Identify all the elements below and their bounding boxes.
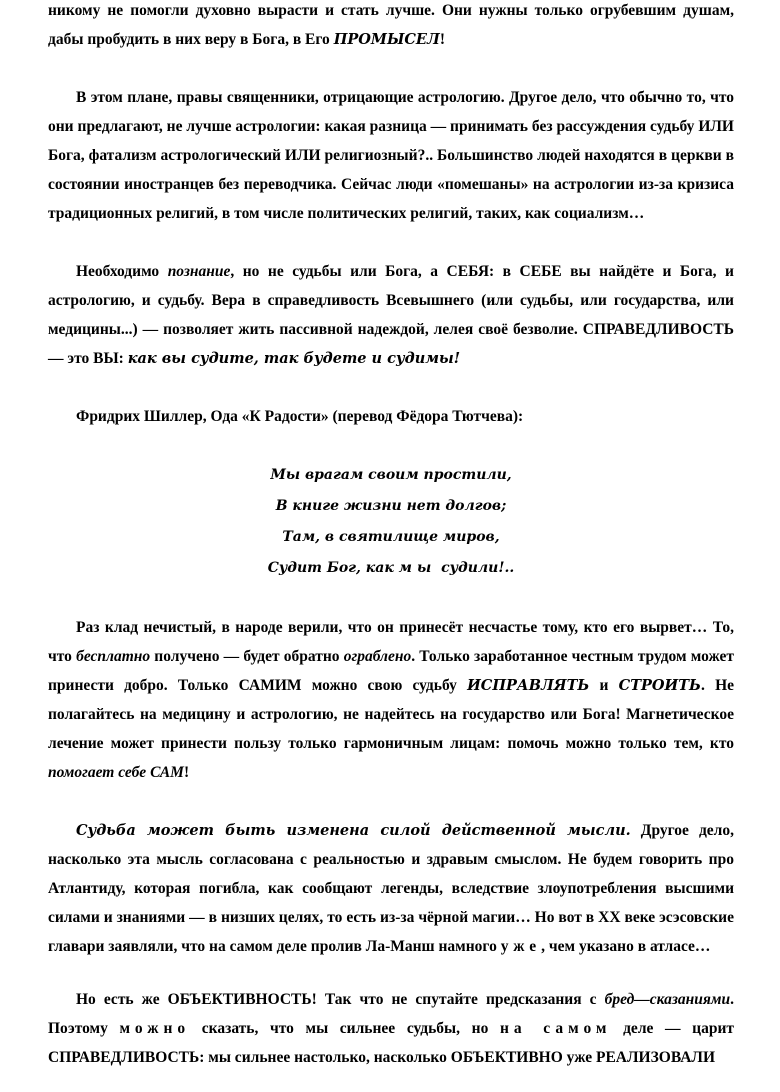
schiller-heading: Фридрих Шиллер, Ода «К Радости» (перевод Фёдора Тютчева): — [76, 408, 524, 425]
knowledge-text-1: Необходимо — [76, 263, 168, 280]
document-page — [48, 0, 734, 1072]
poem-line-1: Мы врагам своим простили, — [270, 467, 512, 483]
paragraph-intro — [48, 0, 734, 54]
intro-text: никому не помогли духовно вырасти и стать лучше. Они нужны только огрубевшим душам, дабы пробудить в них веру в Бога, в Его — [48, 2, 734, 48]
paragraph-treasure: Раз клад нечистый, в народе верили, что он принесёт несчастье тому, кто его вырвет… То, что бесплатно получено — будет обратно ограблено. Только заработанное честным трудом может принести добро. Только САМИМ можно свою судьбу ИСПРАВЛЯТЬ и СТРОИТЬ. Не полагайтесь на медицину и астрологию, не надейтесь на государство или Бога! Магнетическое лечение может принести пользу только гармоничным лицам: помочь можно только тем, кто помогает себе САМ! — [48, 619, 734, 781]
poem-line-2: В книге жизни нет долгов; — [275, 498, 507, 514]
poem-line-3: Там, в святилище миров, — [282, 529, 500, 545]
providence-word: ПРОМЫСЕЛ — [333, 31, 440, 48]
knowledge-emph: познание — [167, 263, 231, 280]
paragraph-fate: Судьба может быть изменена силой действенной мысли. Другое дело, насколько эта мысль согласована с реальностью и здравым смыслом. Не будем говорить про Атлантиду, которая погибла, как сообщают легенды, вследствие злоупотребления высшими силами и знаниями — в низших целях, то есть из-за чёрной магии… Но вот в XX веке эсэсовские главари заявляли, что на самом деле пролив Ла-Манш намного уже, чем указано в атласе… — [48, 822, 735, 955]
poem — [48, 460, 734, 584]
poem-line-4: Судит Бог, как мы судили!.. — [267, 560, 515, 576]
judge-quote: как вы судите, так будете и судимы! — [127, 350, 461, 367]
knowledge-text-2: , но не судьбы или Бога, а СЕБЯ: в СЕБЕ вы найдёте и Бога, и астрологию, и судьбу. Вера в справедливость Всевышнего (или судьбы, или государства, или медицины...) — позволяет жить пассивной надеждой, лелея своё безволие. СПРАВЕДЛИВОСТЬ — это ВЫ: — [48, 263, 734, 367]
intro-end: ! — [439, 31, 445, 48]
paragraph-knowledge — [48, 257, 734, 373]
paragraph-priests: В этом плане, правы священники, отрицающие астрологию. Другое дело, что обычно то, что они предлагают, не лучше астрологии: какая разница — принимать без рассуждения судьбу ИЛИ Бога, фатализм астрологический ИЛИ религиозный?.. Большинство людей находятся в церкви в состоянии иностранцев без переводчика. Сейчас люди «помешаны» на астрологии из-за кризиса традиционных религий, в том числе политических религий, таких, как социализм… — [48, 89, 734, 222]
paragraph-objectivity: Но есть же ОБЪЕКТИВНОСТЬ! Так что не спутайте предсказания с бред—сказаниями. Поэтому можно сказать, что мы сильнее судьбы, но на самом деле — царит СПРАВЕДЛИВОСТЬ: мы сильнее настолько, насколько ОБЪЕКТИВНО уже РЕАЛИЗОВАЛИ — [48, 991, 734, 1066]
